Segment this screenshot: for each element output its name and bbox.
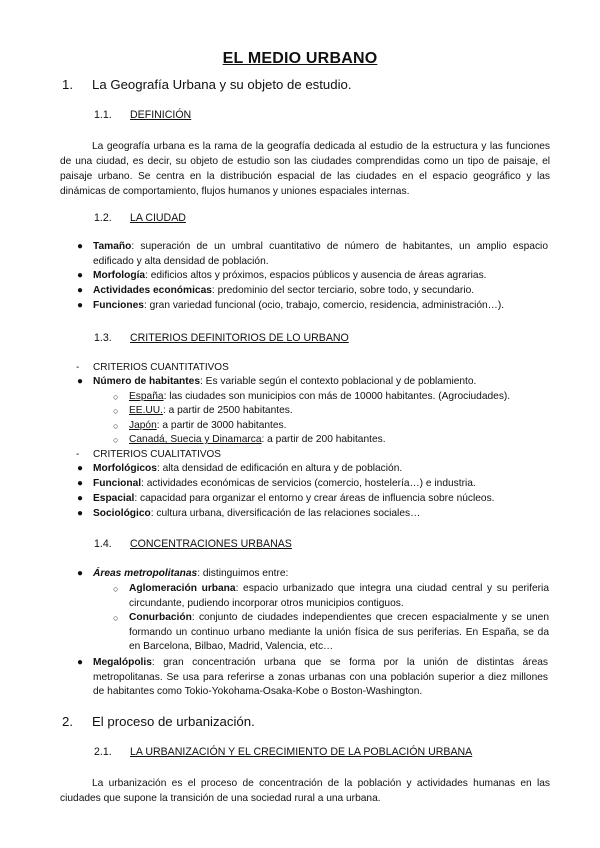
urbanization-paragraph: La urbanización es el proceso de concentración de la población y actividades humanas en las ciudades que supone la transición de una sociedad rural a una urbana. bbox=[60, 778, 550, 804]
item-label: Conurbación bbox=[129, 612, 192, 623]
dash-icon: - bbox=[76, 449, 80, 460]
item-text: : edificios altos y próximos, espacios públicos y ausencia de áreas agrarias. bbox=[145, 270, 487, 281]
item-label: Número de habitantes bbox=[93, 376, 200, 387]
item-text: : superación de un umbral cuantitativo de número de habitantes, un amplio espacio edificado y alta densidad de población. bbox=[93, 241, 548, 267]
item-label: Sociológico bbox=[93, 508, 151, 519]
list-item bbox=[77, 507, 548, 522]
subsection-title: CRITERIOS DEFINITORIOS DE LO URBANO bbox=[130, 332, 349, 344]
criteria-quantitative-heading: - CRITERIOS CUANTITATIVOS bbox=[76, 362, 229, 373]
bullet-icon: ● bbox=[77, 376, 84, 387]
circle-bullet-icon: ○ bbox=[113, 584, 119, 594]
item-label: Áreas metropolitanas bbox=[93, 568, 198, 579]
section-1-heading bbox=[62, 77, 352, 92]
section-number: 2. bbox=[62, 714, 73, 729]
country-name: Canadá, Suecia y Dinamarca bbox=[129, 434, 262, 445]
circle-bullet-icon: ○ bbox=[113, 392, 119, 402]
subsection-title: CONCENTRACIONES URBANAS bbox=[130, 538, 292, 550]
sub-list-item bbox=[113, 404, 549, 419]
subsection-1-4-heading bbox=[94, 538, 292, 550]
list-item bbox=[77, 477, 548, 492]
bullet-icon: ● bbox=[77, 493, 84, 504]
definition-paragraph: La geografía urbana es la rama de la geografía dedicada al estudio de la estructura y las funciones de una ciudad, es decir, su objeto de estudio son las ciudades comprendidas como un tipo de paisaje, el paisaje urbano. Se centra en la distribución espacial de las ciudades en el espacio geográfico y las dinámicas de comportamiento, flujos humanos y uniones espaciales internas. bbox=[60, 141, 550, 197]
item-label: Tamaño bbox=[93, 241, 132, 252]
list-item bbox=[77, 492, 548, 507]
item-label: Actividades económicas bbox=[93, 285, 212, 296]
item-text: : predominio del sector terciario, sobre todo, y secundario. bbox=[211, 285, 475, 296]
item-text: : Es variable según el contexto poblacional y de poblamiento. bbox=[200, 376, 477, 387]
subsection-title: DEFINICIÓN bbox=[130, 109, 192, 121]
item-text: : espacio urbanizado que integra una ciudad central y su periferia circundante, pudiendo incorporar otros municipios contiguos. bbox=[129, 583, 549, 609]
list-item bbox=[77, 567, 548, 582]
section-title: La Geografía Urbana y su objeto de estudio. bbox=[92, 77, 352, 92]
item-text: : capacidad para organizar el entorno y crear áreas de influencia sobre núcleos. bbox=[134, 493, 495, 504]
item-text: : cultura urbana, diversificación de las relaciones sociales… bbox=[150, 508, 421, 519]
subsection-number: 1.1. bbox=[94, 109, 112, 121]
bullet-icon: ● bbox=[77, 241, 84, 252]
item-label: Funcional bbox=[93, 478, 142, 489]
item-label: Megalópolis bbox=[93, 657, 152, 668]
bullet-icon: ● bbox=[77, 285, 84, 296]
item-text: : a partir de 3000 habitantes. bbox=[156, 420, 287, 431]
item-label: Morfológicos bbox=[93, 463, 157, 474]
item-text: : gran concentración urbana que se forma por la unión de distintas áreas metropolitanas. Se usa para referirse a zonas urbanas con una población superior a diez millones de habitantes como Tokio-Yokohama-Osaka-Kobe o Boston-Washington. bbox=[93, 657, 548, 697]
list-item bbox=[77, 375, 548, 390]
bullet-icon: ● bbox=[77, 478, 84, 489]
sub-list-item bbox=[113, 390, 549, 405]
item-label: Aglomeración urbana bbox=[129, 583, 236, 594]
country-name: Japón bbox=[129, 420, 157, 431]
item-text: : a partir de 2500 habitantes. bbox=[162, 405, 293, 416]
item-label: Funciones bbox=[93, 300, 144, 311]
item-label: Morfología bbox=[93, 270, 146, 281]
criteria-qualitative-heading: - CRITERIOS CUALITATIVOS bbox=[76, 449, 221, 460]
item-text: : gran variedad funcional (ocio, trabajo, comercio, residencia, administración…). bbox=[143, 300, 505, 311]
list-item bbox=[77, 462, 548, 477]
sub-list-item bbox=[113, 611, 549, 655]
circle-bullet-icon: ○ bbox=[113, 406, 119, 416]
list-item bbox=[77, 269, 548, 284]
section-title: El proceso de urbanización. bbox=[92, 714, 255, 729]
subsection-1-2-heading bbox=[94, 212, 186, 224]
document-title: EL MEDIO URBANO bbox=[222, 50, 378, 67]
bullet-icon: ● bbox=[77, 463, 84, 474]
subsection-number: 1.3. bbox=[94, 332, 112, 344]
subsection-title: LA URBANIZACIÓN Y EL CRECIMIENTO DE LA POBLACIÓN URBANA bbox=[130, 746, 473, 758]
sub-list-item bbox=[113, 419, 549, 434]
subsection-number: 2.1. bbox=[94, 746, 112, 758]
subsection-1-1-heading bbox=[94, 109, 191, 121]
list-item bbox=[77, 656, 548, 700]
bullet-icon: ● bbox=[77, 657, 84, 668]
item-text: : alta densidad de edificación en altura y de población. bbox=[156, 463, 403, 474]
sub-list-item bbox=[113, 582, 549, 611]
subsection-title: LA CIUDAD bbox=[130, 212, 186, 224]
list-item bbox=[77, 284, 548, 299]
subsection-2-1-heading bbox=[94, 746, 472, 758]
country-name: EE.UU. bbox=[129, 405, 163, 416]
item-text: : distinguimos entre: bbox=[197, 568, 289, 579]
item-label: Espacial bbox=[93, 493, 135, 504]
subsection-number: 1.2. bbox=[94, 212, 112, 224]
section-2-heading bbox=[62, 714, 255, 729]
bullet-icon: ● bbox=[77, 270, 84, 281]
subsection-1-3-heading bbox=[94, 332, 349, 344]
subsection-number: 1.4. bbox=[94, 538, 112, 550]
item-text: : conjunto de ciudades independientes que crecen espacialmente y se unen formando un continuo urbano mediante la unión física de sus periferias. En España, se da en Barcelona, Bilbao, Madrid, Valencia, etc… bbox=[129, 612, 549, 652]
item-text: : actividades económicas de servicios (comercio, hostelería…) e industria. bbox=[141, 478, 476, 489]
bullet-icon: ● bbox=[77, 508, 84, 519]
item-text: : a partir de 200 habitantes. bbox=[261, 434, 386, 445]
dash-icon: - bbox=[76, 362, 80, 373]
list-item bbox=[77, 240, 548, 269]
circle-bullet-icon: ○ bbox=[113, 435, 119, 445]
sub-list-item bbox=[113, 433, 549, 448]
circle-bullet-icon: ○ bbox=[113, 421, 119, 431]
country-name: España bbox=[129, 391, 164, 402]
item-text: : las ciudades son municipios con más de 10000 habitantes. (Agrociudades). bbox=[163, 391, 511, 402]
bullet-icon: ● bbox=[77, 300, 84, 311]
section-number: 1. bbox=[62, 77, 73, 92]
circle-bullet-icon: ○ bbox=[113, 613, 119, 623]
list-item bbox=[77, 299, 548, 314]
bullet-icon: ● bbox=[77, 568, 84, 579]
